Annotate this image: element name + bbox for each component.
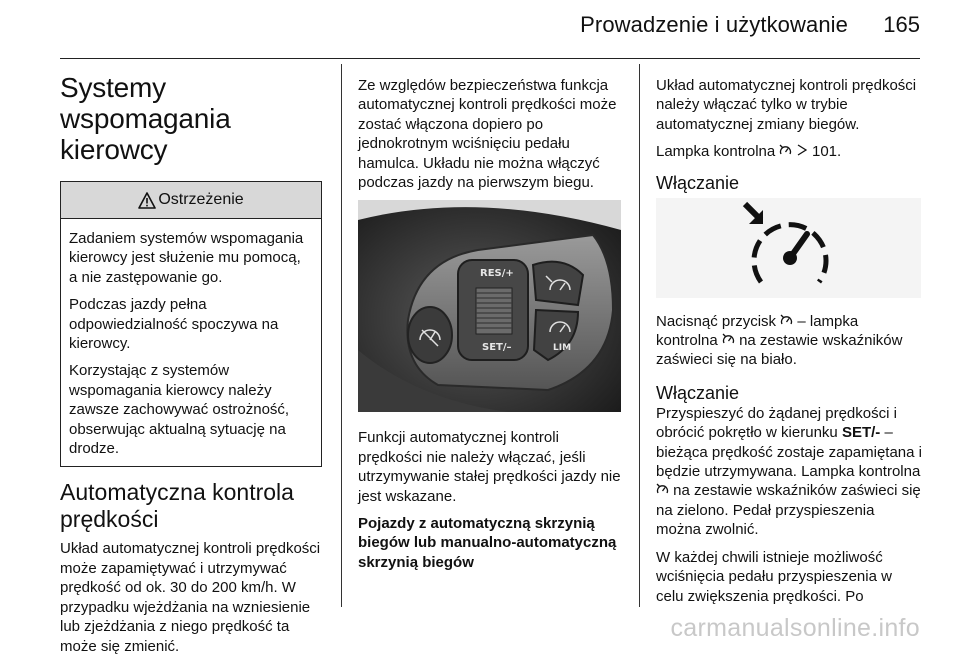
page-reference-arrow-icon: [797, 142, 812, 160]
warning-triangle-icon: [138, 192, 156, 209]
lamp-paragraph: [656, 142, 922, 161]
body-paragraph: Układ automatycznej kontroli prędkości może zapamiętywać i utrzymywać prędkość od ok. 30 do 200 km/h. W przypadku wjeżdżania na wzniesienie lub zjeżdżania z niego prędkość ta może się zmienić.: [60, 540, 321, 655]
lamp-prefix: Lampka kontrolna: [656, 143, 776, 161]
body-paragraph: Funkcji automatycznej kontroli prędkości nie należy włączać, jeśli utrzymywanie stałej prędkości jazdy nie jest wskazane.: [358, 429, 621, 505]
res-label: RES/+: [480, 268, 514, 280]
warning-paragraph: Korzystając z systemów wspomagania kierowcy należy zawsze zachowywać ostrożność, obserwując aktualną sytuację na drodze.: [69, 362, 290, 458]
lim-label: LIM: [553, 343, 572, 354]
column-divider: [639, 64, 640, 607]
section-title: Systemy wspomagania kierowcy: [60, 72, 231, 165]
body-paragraph: [656, 404, 922, 540]
page-footer: [0, 612, 960, 642]
text-run: – bieżąca prędkość zostaje zapamiętana i będzie utrzymywana. Lampka kontrolna: [656, 424, 922, 481]
column-divider: [341, 64, 342, 607]
cruise-control-symbol-box: [656, 198, 921, 298]
body-paragraph: [656, 312, 922, 370]
text-run: na zestawie wskaźników zaświeci się na biało.: [656, 332, 903, 369]
lamp-page-ref: 101.: [811, 143, 842, 161]
text-run: Nacisnąć przycisk: [656, 312, 777, 330]
bold-paragraph: Pojazdy z automatyczną skrzynią biegów lub manualno-automatyczną skrzynią biegów: [358, 515, 617, 571]
page-number: 165: [883, 12, 920, 37]
cruise-control-icon: [656, 482, 669, 499]
subsection-title: Automatyczna kontrola prędkości: [60, 479, 294, 533]
warning-paragraph: Podczas jazdy pełna odpowiedzialność spoczywa na kierowcy.: [69, 296, 279, 353]
column-left: [60, 72, 322, 664]
subsection-title: Włączanie: [656, 172, 740, 193]
subsection-title: Włączanie: [656, 382, 740, 403]
cruise-control-icon: [779, 142, 797, 160]
warning-title: Ostrzeżenie: [158, 191, 244, 209]
warning-paragraph: Zadaniem systemów wspomagania kierowcy jest służenie mu pomocą, a nie zastępowanie go.: [69, 230, 304, 286]
steering-wheel-illustration: [358, 200, 621, 412]
text-run: Przyspieszyć do żądanej prędkości i obrócić pokrętło w kierunku: [656, 404, 897, 442]
steering-wheel-controls-photo: [358, 200, 621, 412]
header-rule: [60, 58, 920, 59]
set-control-label: SET/-: [841, 424, 881, 442]
text-run: – lampka kontrolna: [656, 312, 859, 350]
warning-body: [61, 219, 321, 466]
warning-box: [60, 181, 322, 467]
page-header: [0, 0, 960, 62]
cruise-control-icon: [780, 313, 793, 330]
column-right: [656, 76, 922, 614]
set-label: SET/–: [482, 342, 512, 354]
body-paragraph: W każdej chwili istnieje możliwość wciśnięcia pedału przyspieszenia w celu zwiększenia prędkości. Po: [656, 548, 892, 605]
warning-header: [61, 182, 321, 219]
watermark: carmanualsonline.info: [670, 614, 920, 642]
cruise-control-icon: [722, 332, 735, 349]
body-paragraph: Ze względów bezpieczeństwa funkcja automatycznej kontroli prędkości może zostać włączona dopiero po jednokrotnym wciśnięciu pedału hamulca. Układu nie można włączyć podczas jazdy na pierwszym biegu.: [358, 77, 617, 192]
text-run: na zestawie wskaźników zaświeci się na zielono. Pedał przyspieszenia można zwolnić.: [656, 482, 921, 539]
column-middle: [358, 76, 623, 580]
header-title: Prowadzenie i użytkowanie: [580, 12, 848, 37]
body-paragraph: Układ automatycznej kontroli prędkości należy włączać tylko w trybie automatycznej zmiany biegów.: [656, 77, 917, 133]
cruise-control-icon: [739, 200, 839, 296]
